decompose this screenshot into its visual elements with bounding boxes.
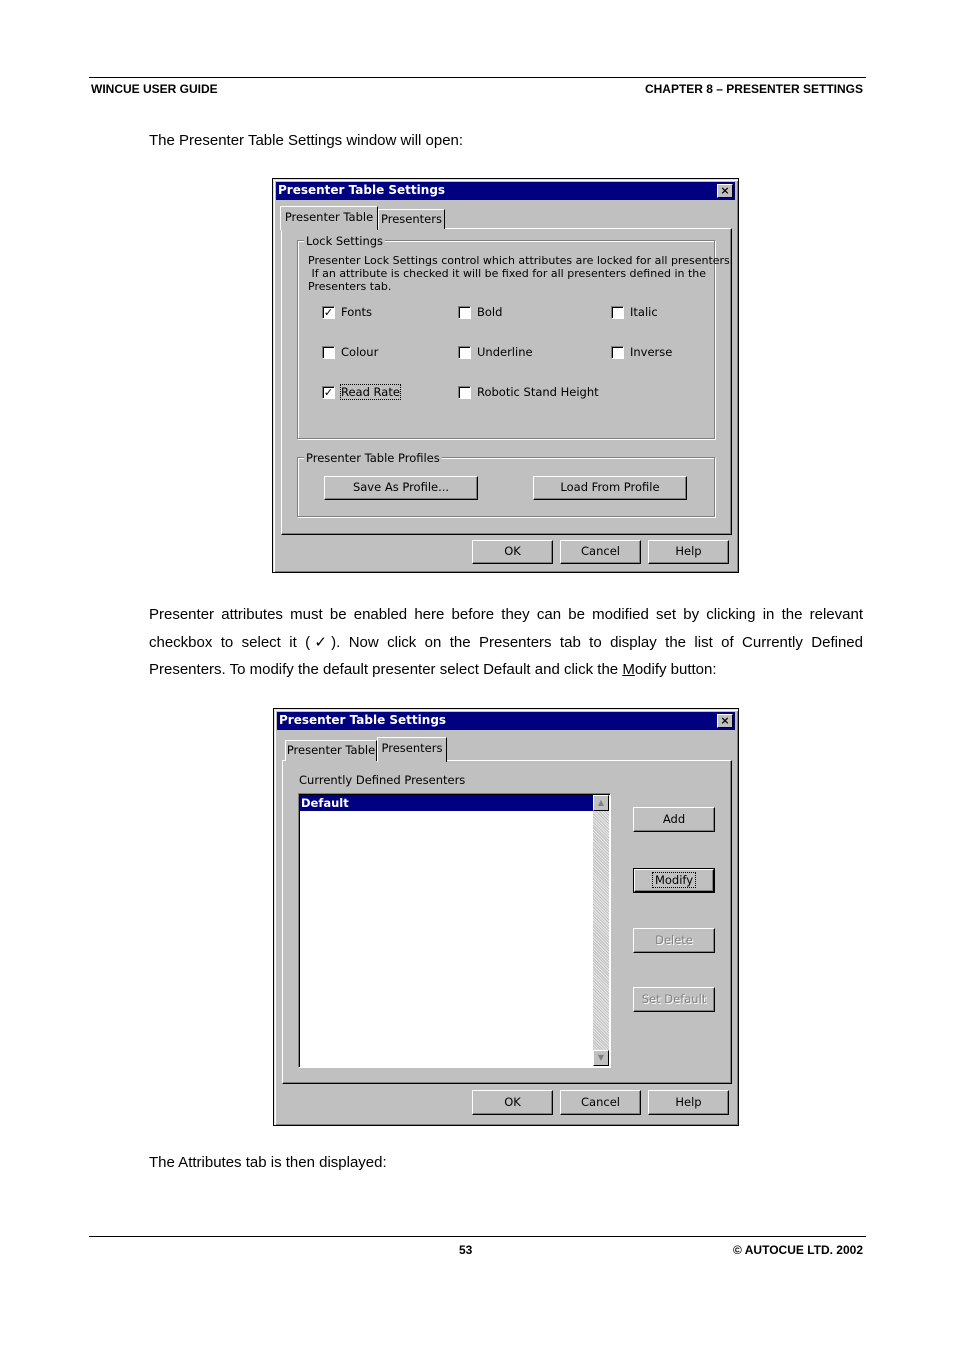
page-number: 53 (459, 1243, 473, 1257)
checkbox-robotic-stand-height[interactable] (458, 386, 471, 399)
cancel-label: Cancel (581, 1095, 620, 1109)
help-label: Help (675, 1095, 702, 1109)
tab-presenters[interactable]: Presenters (378, 209, 445, 229)
copyright: © AUTOCUE LTD. 2002 (733, 1243, 863, 1257)
list-label: Currently Defined Presenters (299, 773, 466, 787)
set-default-label: Set Default (641, 992, 707, 1006)
checkbox-label-inverse[interactable]: Inverse (630, 345, 673, 359)
presenters-dialog (273, 708, 739, 1126)
checkbox-colour[interactable] (322, 346, 335, 359)
modify-label: Modify (652, 872, 696, 888)
checkbox-label-colour[interactable]: Colour (341, 345, 379, 359)
save-as-profile-label: Save As Profile... (352, 480, 450, 494)
header-rule (89, 77, 866, 78)
checkbox-read-rate[interactable]: ✓ (323, 386, 334, 399)
lock-description-3: Presenters tab. (308, 280, 392, 293)
checkbox-label-underline[interactable]: Underline (477, 345, 533, 359)
delete-label: Delete (655, 933, 693, 947)
title-bar (277, 712, 735, 730)
help-label: Help (675, 544, 702, 558)
load-from-profile-button[interactable] (533, 476, 687, 500)
checkbox-label-italic[interactable]: Italic (630, 305, 658, 319)
add-label: Add (662, 812, 686, 826)
footer-rule (89, 1236, 866, 1237)
checkbox-italic[interactable] (611, 306, 624, 319)
scroll-down-button[interactable]: ▼ (593, 1050, 609, 1066)
set-default-button[interactable] (633, 987, 715, 1012)
tab-presenters[interactable]: Presenters (377, 737, 447, 762)
tab-presenter-table[interactable]: Presenter Table (285, 740, 377, 761)
title-bar (276, 182, 735, 200)
cancel-button[interactable] (560, 1090, 641, 1115)
body-paragraph-end: odify button: (634, 661, 717, 678)
ok-label: OK (504, 1095, 521, 1109)
checkbox-bold[interactable] (458, 306, 471, 319)
ok-button[interactable] (472, 540, 553, 564)
presenters-list[interactable] (298, 793, 611, 1068)
lock-description-2: If an attribute is checked it will be fixed for all presenters defined in the (308, 267, 707, 280)
checkbox-fonts[interactable]: ✓ (323, 306, 334, 319)
dialog-title: Presenter Table Settings (279, 713, 447, 727)
scroll-up-button[interactable]: ▲ (593, 795, 609, 811)
body-paragraph (149, 601, 863, 684)
load-from-profile-label: Load From Profile (560, 480, 660, 494)
cancel-label: Cancel (581, 544, 620, 558)
modify-button[interactable] (634, 869, 714, 892)
lock-description-1: Presenter Lock Settings control which attributes are locked for all presenters. (308, 254, 734, 267)
close-button[interactable]: × (717, 184, 733, 198)
help-button[interactable] (648, 1090, 729, 1115)
checkbox-label-read-rate[interactable]: Read Rate (341, 385, 400, 399)
checkbox-label-fonts[interactable]: Fonts (341, 305, 373, 319)
dialog-title: Presenter Table Settings (278, 183, 446, 197)
ok-button[interactable] (472, 1090, 553, 1115)
header-right: CHAPTER 8 – PRESENTER SETTINGS (644, 82, 863, 96)
list-scrollbar[interactable] (593, 795, 609, 1066)
delete-button[interactable] (633, 928, 715, 953)
ok-label: OK (504, 544, 521, 558)
tab-presenter-table[interactable]: Presenter Table (280, 206, 378, 230)
checkbox-underline[interactable] (458, 346, 471, 359)
checkbox-label-bold[interactable]: Bold (477, 305, 503, 319)
close-button[interactable]: × (717, 714, 733, 728)
modify-mnemonic: M (622, 661, 635, 678)
add-button[interactable] (633, 807, 715, 832)
list-item-default[interactable]: Default (300, 795, 594, 811)
header-left: WINCUE USER GUIDE (91, 82, 218, 96)
checkbox-inverse[interactable] (611, 346, 624, 359)
help-button[interactable] (648, 540, 729, 564)
profiles-label: Presenter Table Profiles (306, 451, 440, 465)
presenter-table-dialog (272, 178, 739, 573)
save-as-profile-button[interactable] (324, 476, 478, 500)
cancel-button[interactable] (560, 540, 641, 564)
body-paragraph-text: Presenter attributes must be enabled here before they can be modified set by clicking in the relevant checkbox to select it (✓). Now click on the Presenters tab to display the list of Currently Defined Presenters. To modify the default presenter select Default and click the (149, 606, 863, 678)
outro-text: The Attributes tab is then displayed: (149, 1154, 387, 1171)
checkbox-label-robotic-stand-height[interactable]: Robotic Stand Height (477, 385, 599, 399)
lock-settings-label: Lock Settings (306, 234, 384, 248)
intro-text: The Presenter Table Settings window will open: (149, 132, 464, 149)
